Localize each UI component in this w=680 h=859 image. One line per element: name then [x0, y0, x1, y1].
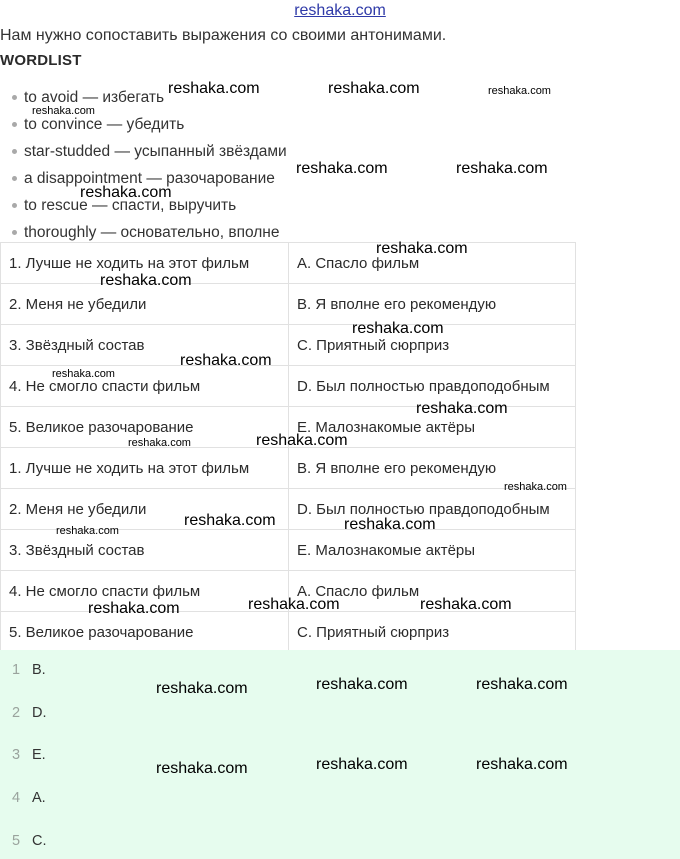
answer-number: 1	[12, 662, 21, 678]
table-cell-right: E. Малознакомые актёры	[289, 530, 576, 571]
watermark: reshaka.com	[180, 352, 272, 369]
table-cell-left: 2. Меня не убедили	[1, 489, 289, 530]
watermark: reshaka.com	[376, 240, 468, 257]
table-cell-left: 4. Не смогло спасти фильм	[1, 571, 289, 612]
watermark: reshaka.com	[352, 320, 444, 337]
watermark: reshaka.com	[156, 760, 248, 777]
watermark: reshaka.com	[256, 432, 348, 449]
bullet-icon	[12, 122, 17, 127]
table-cell-left: 2. Меня не убедили	[1, 284, 289, 325]
watermark: reshaka.com	[248, 596, 340, 613]
watermark: reshaka.com	[476, 756, 568, 773]
word-item: to convince — убедить	[0, 113, 287, 140]
bullet-icon	[12, 176, 17, 181]
wordlist-heading: WORDLIST	[0, 52, 82, 69]
bullet-icon	[12, 203, 17, 208]
table-row	[1, 612, 576, 653]
table-cell-left: 5. Великое разочарование	[1, 407, 289, 448]
answer-number: 4	[12, 790, 21, 806]
answer-value: A.	[32, 790, 46, 806]
table-cell-right: B. Я вполне его рекомендую	[289, 284, 576, 325]
watermark: reshaka.com	[456, 160, 548, 177]
watermark: reshaka.com	[316, 676, 408, 693]
answer-number: 5	[12, 833, 21, 849]
word-item: a disappointment — разочарование	[0, 167, 287, 194]
watermark: reshaka.com	[316, 756, 408, 773]
watermark: reshaka.com	[156, 680, 248, 697]
site-link[interactable]: reshaka.com	[294, 2, 386, 19]
table-cell-left: 5. Великое разочарование	[1, 612, 289, 653]
intro-text: Нам нужно сопоставить выражения со своими антонимами.	[0, 27, 447, 44]
table-cell-left: 3. Звёздный состав	[1, 530, 289, 571]
answer-value: D.	[32, 705, 47, 721]
watermark: reshaka.com	[420, 596, 512, 613]
bullet-icon	[12, 230, 17, 235]
watermark: reshaka.com	[56, 525, 119, 537]
watermark: reshaka.com	[296, 160, 388, 177]
answer-value: C.	[32, 833, 47, 849]
table-cell-right: D. Был полностью правдоподобным	[289, 489, 576, 530]
watermark: reshaka.com	[504, 481, 567, 493]
table-cell-left: 1. Лучше не ходить на этот фильм	[1, 448, 289, 489]
table-cell-right: C. Приятный сюрприз	[289, 612, 576, 653]
word-item: to avoid — избегать	[0, 86, 287, 113]
word-item: to rescue — спасти, выручить	[0, 194, 287, 221]
watermark: reshaka.com	[488, 85, 551, 97]
bullet-icon	[12, 149, 17, 154]
watermark: reshaka.com	[80, 184, 172, 201]
watermark: reshaka.com	[184, 512, 276, 529]
watermark: reshaka.com	[52, 368, 115, 380]
answer-number: 2	[12, 705, 21, 721]
watermark: reshaka.com	[100, 272, 192, 289]
table-cell-right: A. Спасло фильм	[289, 571, 576, 612]
table-cell-right: A. Спасло фильм	[289, 243, 576, 284]
table-cell-left: 3. Звёздный состав	[1, 325, 289, 366]
answer-number: 3	[12, 747, 21, 763]
table-row	[1, 325, 576, 366]
watermark: reshaka.com	[344, 516, 436, 533]
table-row	[1, 284, 576, 325]
watermark: reshaka.com	[88, 600, 180, 617]
watermark: reshaka.com	[328, 80, 420, 97]
table-row	[1, 489, 576, 530]
watermark: reshaka.com	[416, 400, 508, 417]
word-item: star-studded — усыпанный звёздами	[0, 140, 287, 167]
bullet-icon	[12, 95, 17, 100]
table-row	[1, 243, 576, 284]
answer-value: E.	[32, 747, 46, 763]
watermark: reshaka.com	[128, 437, 191, 449]
answer-value: B.	[32, 662, 46, 678]
table-cell-right: C. Приятный сюрприз	[289, 325, 576, 366]
table-cell-left: 4. Не смогло спасти фильм	[1, 366, 289, 407]
table-cell-right: D. Был полностью правдоподобным	[289, 366, 576, 407]
watermark: reshaka.com	[168, 80, 260, 97]
table-cell-right: B. Я вполне его рекомендую	[289, 448, 576, 489]
watermark: reshaka.com	[32, 105, 95, 117]
table-cell-right: E. Малознакомые актёры	[289, 407, 576, 448]
watermark: reshaka.com	[476, 676, 568, 693]
table-row	[1, 448, 576, 489]
table-cell-left: 1. Лучше не ходить на этот фильм	[1, 243, 289, 284]
word-item: thoroughly — основательно, вполне	[0, 221, 287, 248]
